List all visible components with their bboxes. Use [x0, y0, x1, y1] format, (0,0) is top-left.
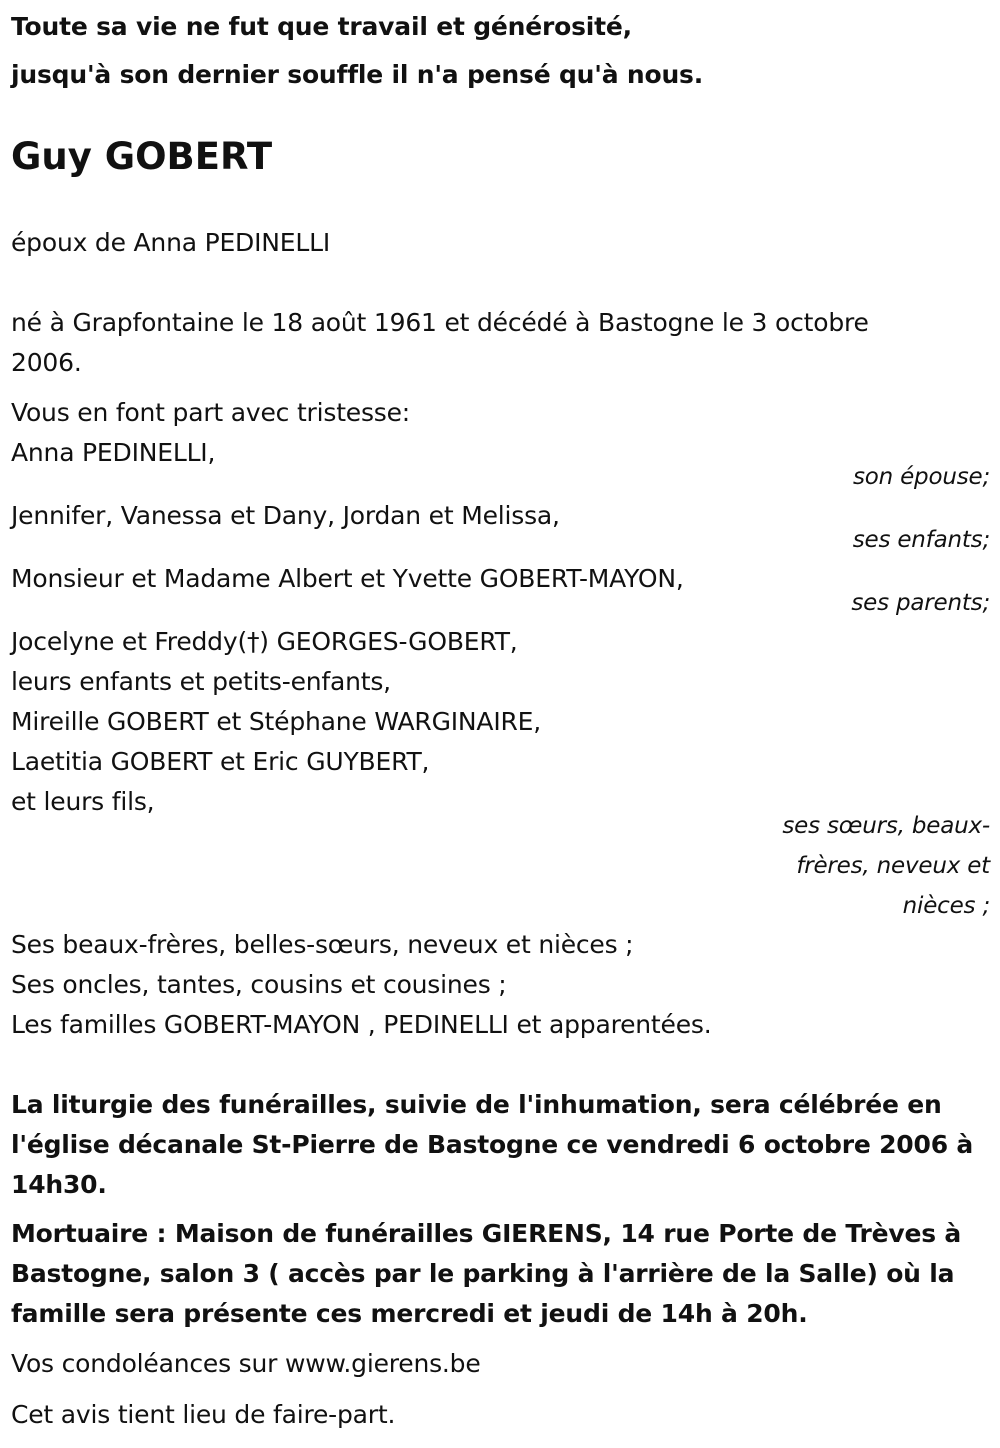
family-relation: son épouse; — [852, 464, 990, 490]
family-relation: ses parents; — [851, 590, 990, 616]
family-member-line: Monsieur et Madame Albert et Yvette GOBERT-MAYON, — [11, 564, 684, 593]
liturgy-line: La liturgie des funérailles, suivie de l'inhumation, sera célébrée en — [11, 1090, 942, 1119]
family-member-line: Laetitia GOBERT et Eric GUYBERT, — [11, 747, 430, 776]
family-member-line: leurs enfants et petits-enfants, — [11, 667, 391, 696]
family-relation: nièces ; — [902, 893, 990, 919]
family-member-line: Jocelyne et Freddy(†) GEORGES-GOBERT, — [11, 627, 518, 656]
family-member-line: Mireille GOBERT et Stéphane WARGINAIRE, — [11, 707, 542, 736]
family-relation: ses enfants; — [852, 527, 990, 553]
mortuary-line: Bastogne, salon 3 ( accès par le parking à l'arrière de la Salle) où la — [11, 1259, 955, 1288]
epigraph-line-1: Toute sa vie ne fut que travail et générosité, — [11, 12, 632, 41]
family-relation: frères, neveux et — [796, 853, 990, 879]
family-member-line: Anna PEDINELLI, — [11, 438, 216, 467]
other-relatives-line: Ses oncles, tantes, cousins et cousines ; — [11, 970, 507, 999]
family-relation: ses sœurs, beaux- — [782, 813, 990, 839]
birth-death-line-2: 2006. — [11, 348, 82, 377]
mortuary-line: Mortuaire : Maison de funérailles GIERENS, 14 rue Porte de Trèves à — [11, 1219, 962, 1248]
announcement-intro: Vous en font part avec tristesse: — [11, 398, 411, 427]
closing-line: Cet avis tient lieu de faire-part. — [11, 1400, 396, 1429]
mortuary-line: famille sera présente ces mercredi et jeudi de 14h à 20h. — [11, 1299, 808, 1328]
family-member-line: Jennifer, Vanessa et Dany, Jordan et Melissa, — [11, 501, 560, 530]
birth-death-line-1: né à Grapfontaine le 18 août 1961 et décédé à Bastogne le 3 octobre — [11, 308, 869, 337]
family-member-line: et leurs fils, — [11, 787, 155, 816]
other-relatives-line: Les familles GOBERT-MAYON , PEDINELLI et apparentées. — [11, 1010, 712, 1039]
liturgy-line: 14h30. — [11, 1170, 107, 1199]
condolences-line: Vos condoléances sur www.gierens.be — [11, 1349, 481, 1378]
liturgy-line: l'église décanale St-Pierre de Bastogne ce vendredi 6 octobre 2006 à — [11, 1130, 974, 1159]
deceased-name: Guy GOBERT — [11, 135, 273, 178]
epigraph-line-2: jusqu'à son dernier souffle il n'a pensé qu'à nous. — [11, 60, 704, 89]
other-relatives-line: Ses beaux-frères, belles-sœurs, neveux et nièces ; — [11, 930, 634, 959]
spouse-line: époux de Anna PEDINELLI — [11, 228, 331, 257]
